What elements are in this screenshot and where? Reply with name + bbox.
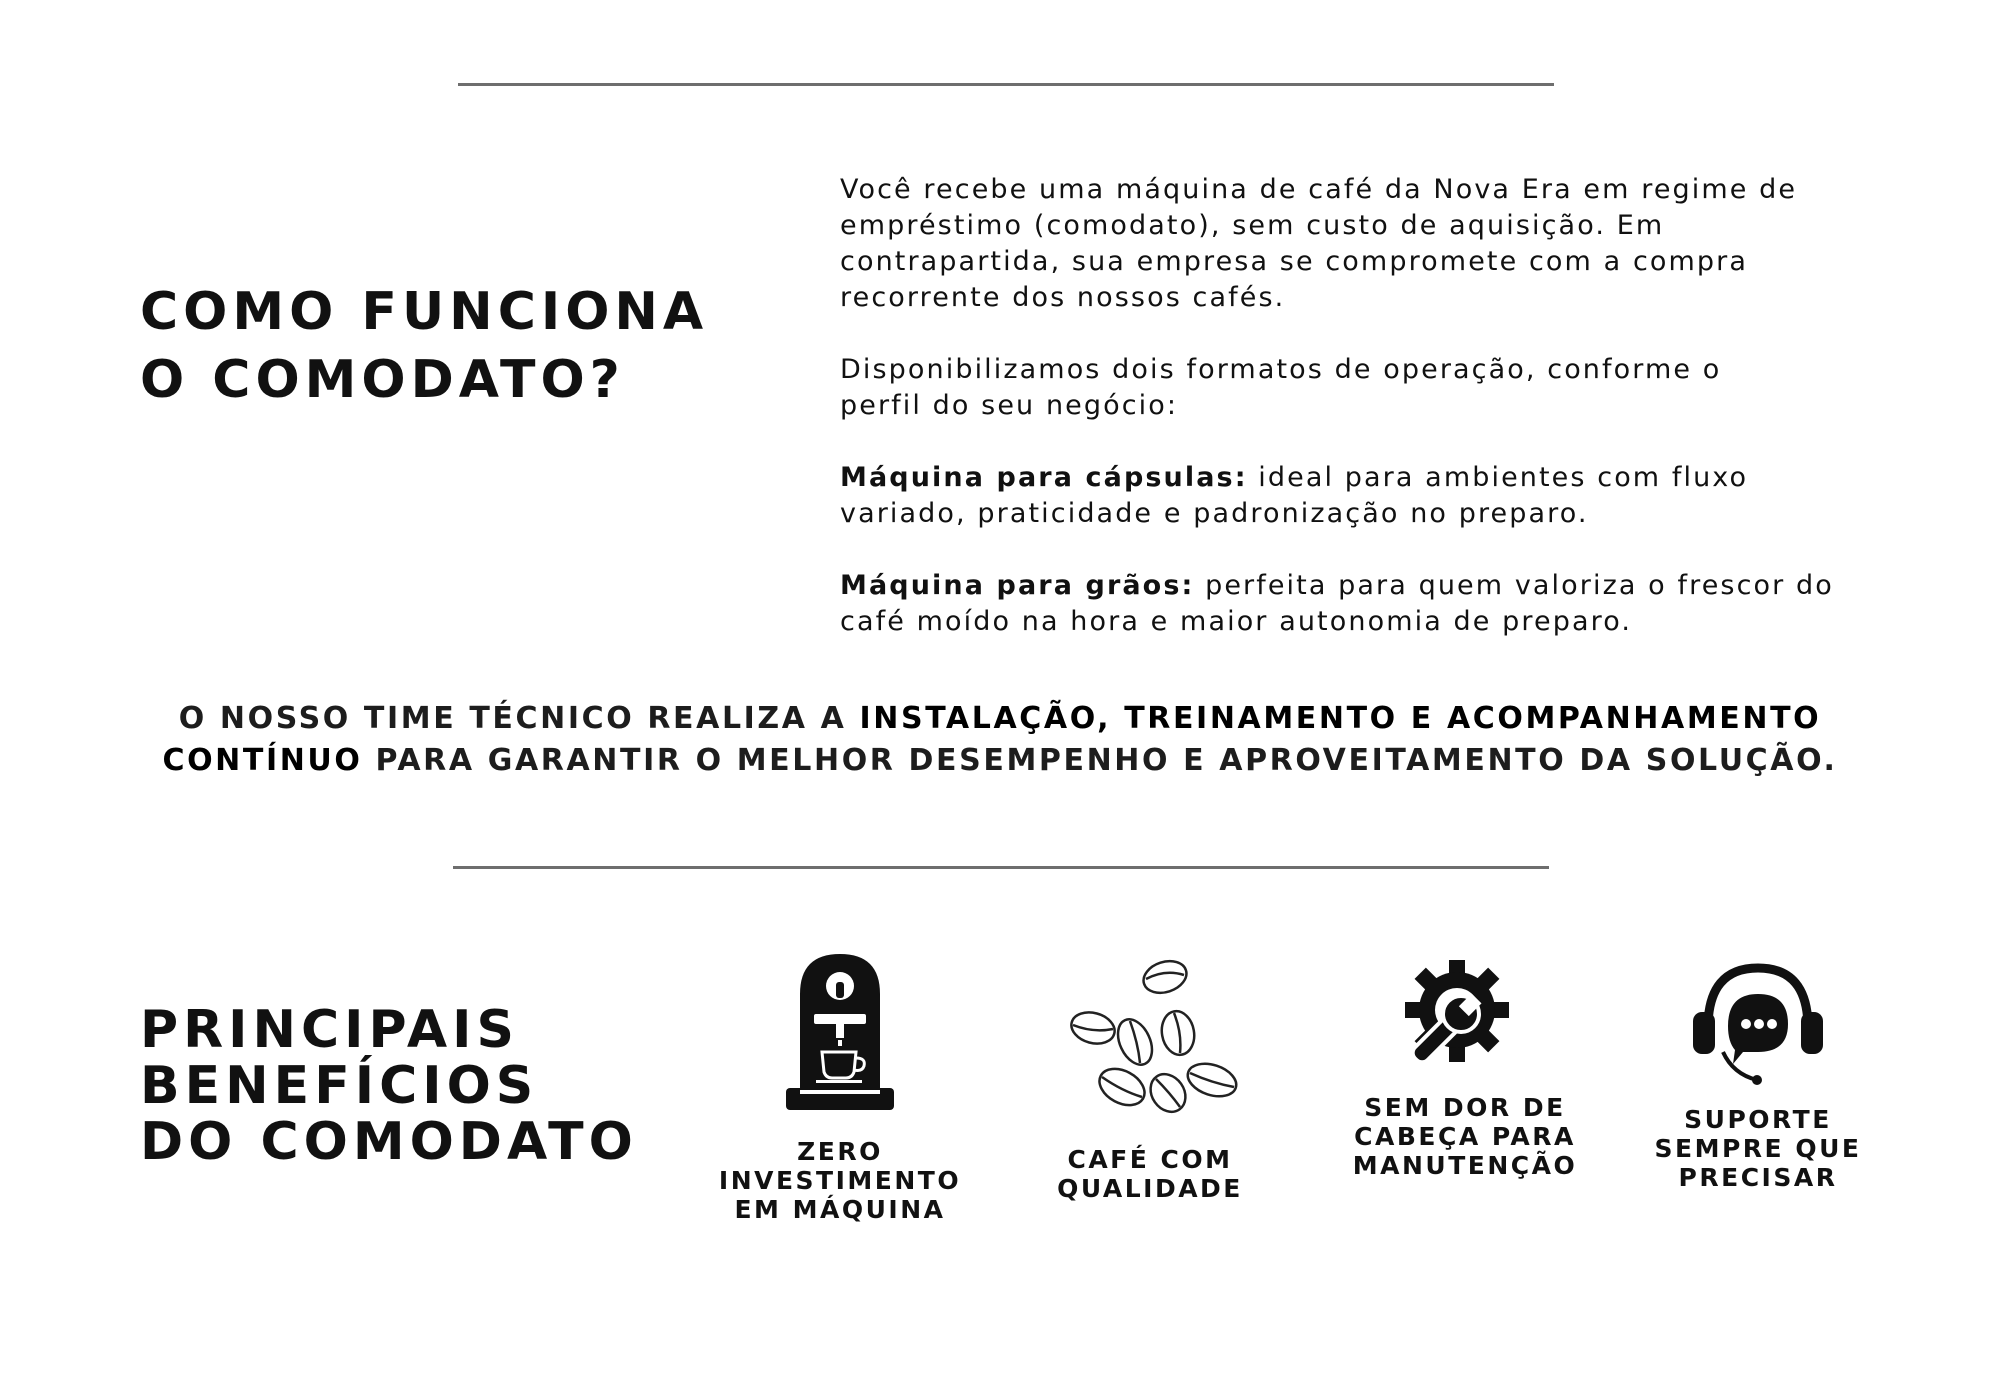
text-line: recorrente dos nossos cafés. [840, 282, 1286, 313]
text-line: empréstimo (comodato), sem custo de aquisição. Em [840, 210, 1665, 241]
coffee-beans-icon [1060, 955, 1240, 1125]
intro-paragraph [840, 172, 1970, 316]
text-line [100, 698, 1900, 740]
gear-wrench-icon [1405, 960, 1525, 1075]
headset-chat-icon [1683, 956, 1833, 1091]
label-line: EM MÁQUINA [734, 1195, 946, 1224]
text-line: café moído na hora e maior autonomia de preparo. [840, 606, 1633, 637]
team-text: PARA GARANTIR O MELHOR DESEMPENHO E APROVEITAMENTO DA SOLUÇÃO. [362, 743, 1838, 778]
text-line [840, 460, 1970, 496]
benefit-quality-coffee [1010, 955, 1290, 1203]
title-line: O COMODATO? [140, 350, 625, 410]
team-highlight: INSTALAÇÃO, TREINAMENTO E ACOMPANHAMENTO [859, 701, 1822, 736]
bean-machine-text: perfeita para quem valoriza o frescor do [1194, 570, 1834, 601]
coffee-machine-icon [780, 950, 900, 1115]
label-line: SEMPRE QUE [1654, 1134, 1862, 1163]
benefit-no-maintenance [1325, 960, 1605, 1180]
top-divider [458, 83, 1554, 86]
text-line [840, 568, 1970, 604]
technical-team-statement [100, 698, 1900, 782]
team-text: O NOSSO TIME TÉCNICO REALIZA A [178, 701, 860, 736]
how-it-works-body [840, 172, 1970, 676]
label-line: CABEÇA PARA [1354, 1122, 1576, 1151]
bean-machine-paragraph [840, 568, 1970, 640]
text-line: perfil do seu negócio: [840, 390, 1179, 421]
title-line: DO COMODATO [140, 1112, 638, 1172]
title-line: PRINCIPAIS [140, 1000, 519, 1060]
bean-machine-label: Máquina para grãos: [840, 570, 1195, 601]
text-line: Disponibilizamos dois formatos de operação, conforme o [840, 354, 1722, 385]
benefit-label [700, 1137, 980, 1224]
title-line: BENEFÍCIOS [140, 1056, 539, 1116]
text-line: variado, praticidade e padronização no preparo. [840, 498, 1589, 529]
label-line: ZERO [797, 1137, 883, 1166]
team-highlight: CONTÍNUO [162, 743, 363, 778]
text-line [100, 740, 1900, 782]
label-line: MANUTENÇÃO [1352, 1151, 1578, 1180]
how-it-works-title [140, 278, 708, 414]
benefit-zero-investment [700, 950, 980, 1224]
title-line: COMO FUNCIONA [140, 282, 709, 342]
capsule-machine-paragraph [840, 460, 1970, 532]
benefit-support [1618, 956, 1898, 1192]
capsule-machine-label: Máquina para cápsulas: [840, 462, 1248, 493]
label-line: CAFÉ COM [1067, 1145, 1233, 1174]
label-line: QUALIDADE [1057, 1174, 1243, 1203]
benefit-label [1325, 1093, 1605, 1180]
capsule-machine-text: ideal para ambientes com fluxo [1247, 462, 1749, 493]
label-line: PRECISAR [1678, 1163, 1838, 1192]
label-line: SUPORTE [1684, 1105, 1832, 1134]
middle-divider [453, 866, 1549, 869]
text-line: Você recebe uma máquina de café da Nova Era em regime de [840, 174, 1798, 205]
label-line: INVESTIMENTO [718, 1166, 962, 1195]
formats-paragraph [840, 352, 1970, 424]
label-line: SEM DOR DE [1364, 1093, 1566, 1122]
benefits-title [140, 1002, 638, 1170]
benefit-label [1010, 1145, 1290, 1203]
benefit-label [1618, 1105, 1898, 1192]
text-line: contrapartida, sua empresa se compromete com a compra [840, 246, 1749, 277]
